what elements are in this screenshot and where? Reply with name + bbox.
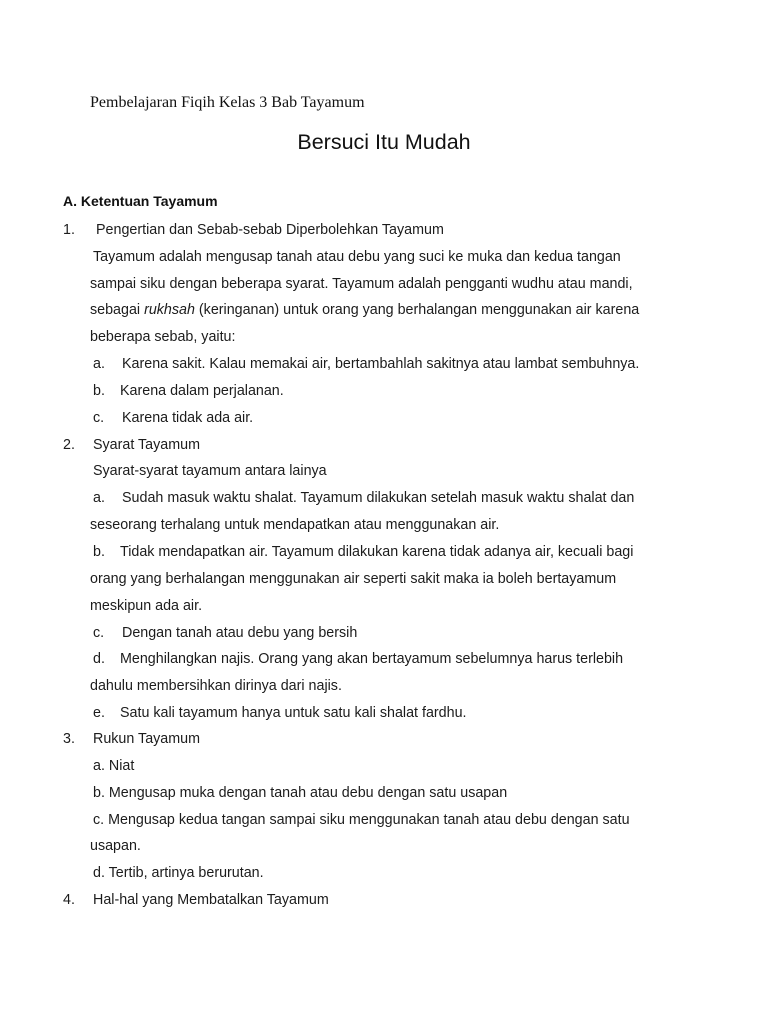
item-number: 3. [63,731,75,747]
subitem-marker: c. [93,410,105,426]
document-subtitle: Pembelajaran Fiqih Kelas 3 Bab Tayamum [90,94,365,111]
subitem-text: Menghilangkan najis. Orang yang akan bertayamum sebelumnya harus terlebih [120,651,624,667]
subitem-marker: c. [93,625,105,641]
item-heading: Rukun Tayamum [93,731,201,747]
subitem-text: Sudah masuk waktu shalat. Tayamum dilakukan setelah masuk waktu shalat dan [122,490,635,506]
item-number: 4. [63,892,75,908]
section-heading: A. Ketentuan Tayamum [63,193,218,209]
italic-term: rukhsah [144,302,195,318]
paragraph-line: sampai siku dengan beberapa syarat. Tayamum adalah pengganti wudhu atau mandi, [90,276,633,292]
item-number: 2. [63,437,75,453]
subitem-text: seseorang terhalang untuk mendapatkan atau menggunakan air. [90,517,500,533]
subitem-marker: b. [93,383,105,399]
subitem-text: Karena tidak ada air. [122,410,254,426]
subitem-marker: a. [93,356,105,372]
list-line: d. Tertib, artinya berurutan. [93,865,264,881]
subitem-marker: e. [93,705,105,721]
subitem-marker: a. [93,490,105,506]
item-number: 1. [63,222,75,238]
list-line: c. Mengusap kedua tangan sampai siku menggunakan tanah atau debu dengan satu [93,812,630,828]
subitem-text: Karena sakit. Kalau memakai air, bertambahlah sakitnya atau lambat sembuhnya. [122,356,640,372]
paragraph-line: sebagai rukhsah (keringanan) untuk orang yang berhalangan menggunakan air karena [90,302,640,318]
document-title: Bersuci Itu Mudah [297,130,471,154]
subitem-text: Dengan tanah atau debu yang bersih [122,625,358,641]
list-line: a. Niat [93,758,135,774]
item-heading: Syarat Tayamum [93,437,201,453]
list-line: usapan. [90,838,141,854]
subitem-text: orang yang berhalangan menggunakan air seperti sakit maka ia boleh bertayamum [90,571,617,587]
subitem-marker: b. [93,544,105,560]
subitem-text: Karena dalam perjalanan. [120,383,284,399]
list-line: b. Mengusap muka dengan tanah atau debu dengan satu usapan [93,785,508,801]
subitem-text: meskipun ada air. [90,598,203,614]
subitem-marker: d. [93,651,105,667]
item-heading: Hal-hal yang Membatalkan Tayamum [93,892,329,908]
paragraph-line: Syarat-syarat tayamum antara lainya [93,463,327,479]
item-heading: Pengertian dan Sebab-sebab Diperbolehkan Tayamum [96,222,444,238]
subitem-text: Tidak mendapatkan air. Tayamum dilakukan karena tidak adanya air, kecuali bagi [120,544,634,560]
paragraph-line: beberapa sebab, yaitu: [90,329,236,345]
paragraph-line: Tayamum adalah mengusap tanah atau debu yang suci ke muka dan kedua tangan [93,249,621,265]
subitem-text: dahulu membersihkan dirinya dari najis. [90,678,342,694]
subitem-text: Satu kali tayamum hanya untuk satu kali shalat fardhu. [120,705,467,721]
